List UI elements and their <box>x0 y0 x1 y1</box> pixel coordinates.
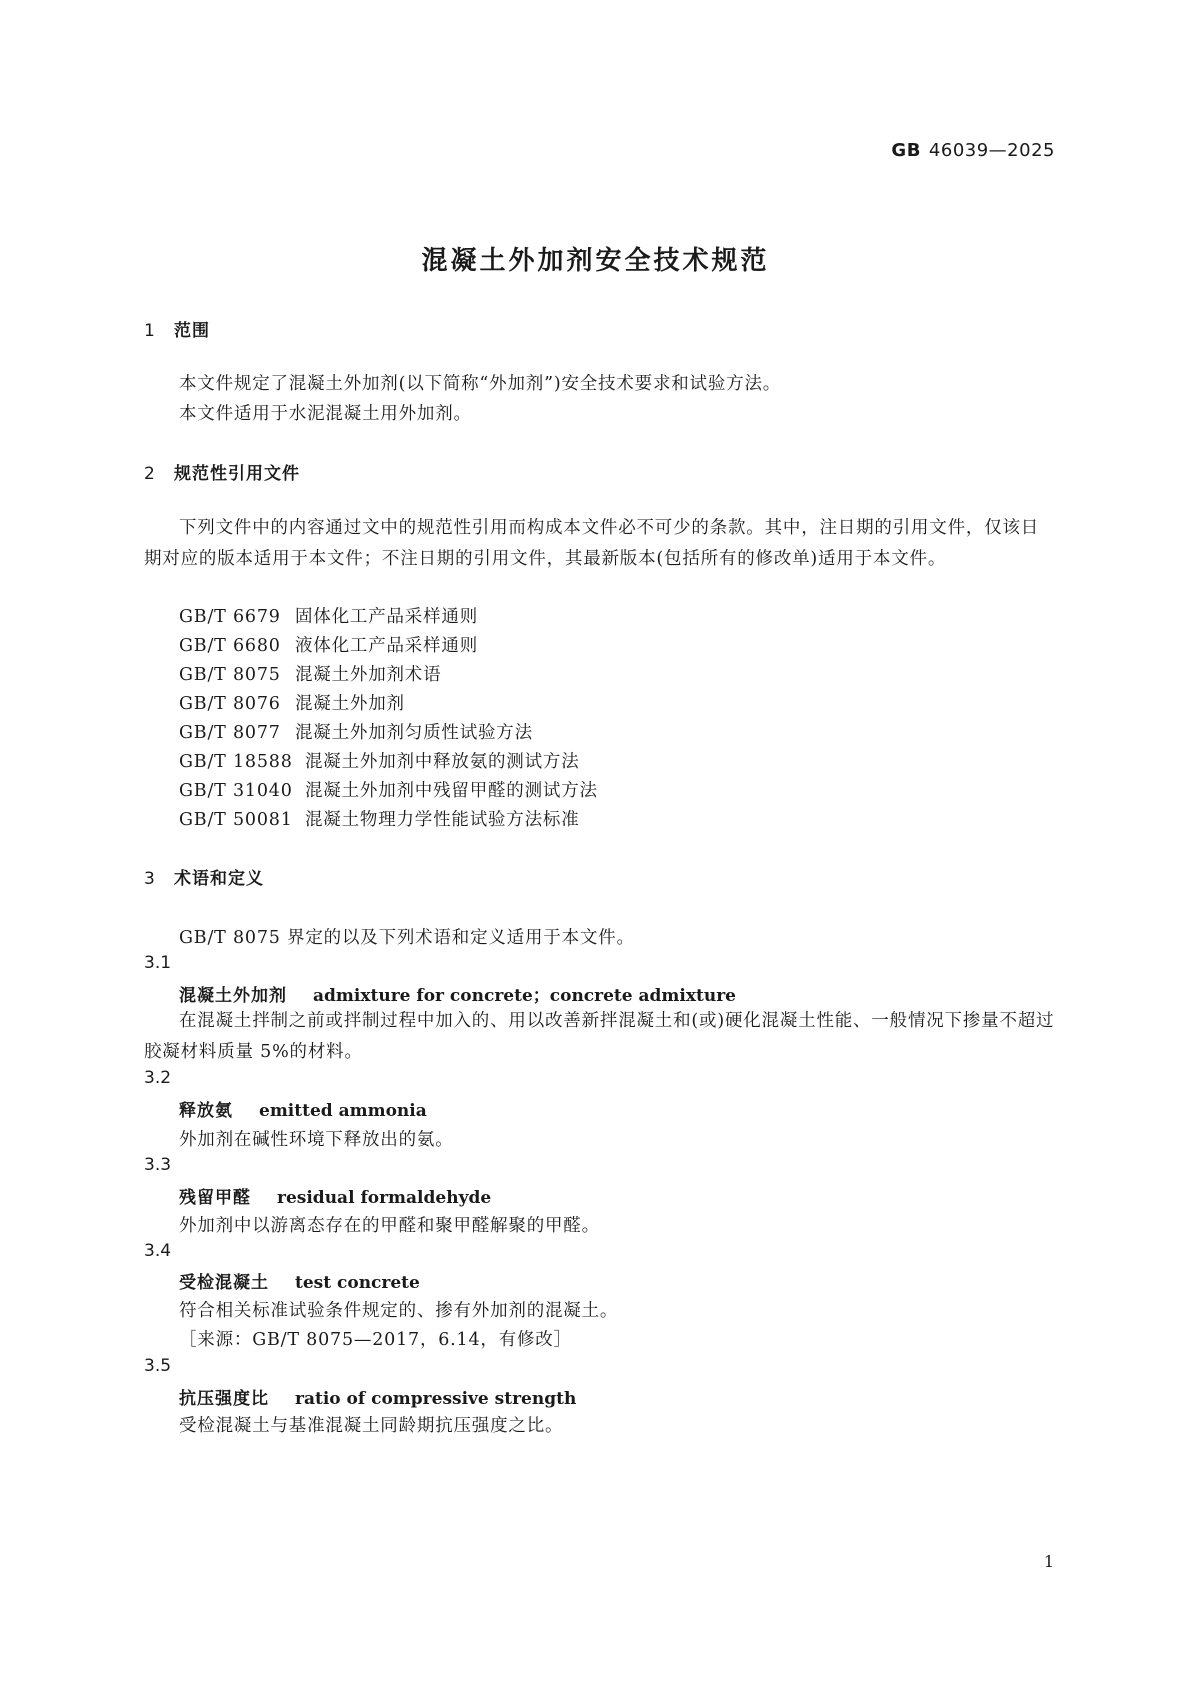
reference-code: GB/T 31040 <box>179 781 293 801</box>
reference-code: GB/T 6679 <box>179 607 281 627</box>
reference-code: GB/T 18588 <box>179 752 293 772</box>
term-entry <box>179 1183 491 1208</box>
term-number: 3.1 <box>144 953 172 973</box>
standard-code <box>891 140 1055 161</box>
reference-item <box>179 806 580 831</box>
reference-title: 液体化工产品采样通则 <box>295 636 478 656</box>
term-zh: 残留甲醛 <box>179 1188 251 1208</box>
term-entry <box>179 1268 420 1293</box>
term-zh: 混凝土外加剂 <box>179 986 287 1006</box>
term-number: 3.2 <box>144 1068 172 1088</box>
term-definition: 受检混凝土与基准混凝土同龄期抗压强度之比。 <box>179 1416 564 1436</box>
reference-title: 混凝土外加剂中残留甲醛的测试方法 <box>305 781 598 801</box>
standard-number: 46039—2025 <box>928 140 1055 161</box>
reference-code: GB/T 8075 <box>179 665 281 685</box>
reference-code: GB/T 50081 <box>179 810 293 830</box>
term-en: admixture for concrete；concrete admixture <box>313 986 736 1006</box>
reference-title: 混凝土外加剂中释放氨的测试方法 <box>305 752 580 772</box>
reference-title: 混凝土外加剂术语 <box>295 665 442 685</box>
section-title: 范围 <box>174 321 210 341</box>
term-definition: 外加剂在碱性环境下释放出的氨。 <box>179 1130 454 1150</box>
term-en: emitted ammonia <box>259 1101 427 1121</box>
term-en: residual formaldehyde <box>277 1188 492 1208</box>
reference-title: 混凝土外加剂 <box>295 694 405 714</box>
section-number: 1 <box>144 321 156 341</box>
term-number: 3.3 <box>144 1155 172 1175</box>
reference-item <box>179 661 441 686</box>
section-3-heading <box>144 864 264 889</box>
term-zh: 抗压强度比 <box>179 1389 269 1409</box>
term-entry <box>179 1384 576 1409</box>
term-definition: 外加剂中以游离态存在的甲醛和聚甲醛解聚的甲醛。 <box>179 1216 600 1236</box>
reference-code: GB/T 6680 <box>179 636 281 656</box>
term-number: 3.5 <box>144 1356 172 1376</box>
section-number: 3 <box>144 869 156 889</box>
document-title: 混凝土外加剂安全技术规范 <box>421 246 770 276</box>
section-2-intro: 下列文件中的内容通过文中的规范性引用而构成本文件必不可少的条款。其中，注日期的引用文件，仅该日期对应的版本适用于本文件；不注日期的引用文件，其最新版本(包括所有的修改单)适用于本文件。 <box>144 518 1040 569</box>
standard-prefix: GB <box>891 140 921 161</box>
term-number: 3.4 <box>144 1241 172 1261</box>
paragraph: 本文件适用于水泥混凝土用外加剂。 <box>179 404 472 424</box>
term-en: test concrete <box>295 1273 420 1293</box>
term-zh: 受检混凝土 <box>179 1273 269 1293</box>
reference-item <box>179 777 598 802</box>
section-2-heading <box>144 459 300 484</box>
section-3-intro: GB/T 8075 界定的以及下列术语和定义适用于本文件。 <box>179 928 635 948</box>
reference-item <box>179 632 478 657</box>
section-title: 术语和定义 <box>174 869 264 889</box>
term-source: ［来源：GB/T 8075—2017，6.14，有修改］ <box>179 1330 572 1350</box>
reference-title: 混凝土外加剂匀质性试验方法 <box>295 723 533 743</box>
term-definition: 符合相关标准试验条件规定的、掺有外加剂的混凝土。 <box>179 1301 619 1321</box>
term-entry <box>179 1096 427 1121</box>
reference-item <box>179 748 580 773</box>
term-entry <box>179 981 736 1006</box>
reference-code: GB/T 8076 <box>179 694 281 714</box>
term-definition: 在混凝土拌制之前或拌制过程中加入的、用以改善新拌混凝土和(或)硬化混凝土性能、一般情况下掺量不超过胶凝材料质量 5%的材料。 <box>144 1011 1055 1062</box>
reference-code: GB/T 8077 <box>179 723 281 743</box>
reference-item <box>179 603 478 628</box>
term-zh: 释放氨 <box>179 1101 233 1121</box>
section-1-heading <box>144 316 210 341</box>
term-en: ratio of compressive strength <box>295 1389 577 1409</box>
page-number: 1 <box>1043 1552 1054 1571</box>
reference-item <box>179 719 533 744</box>
reference-title: 混凝土物理力学性能试验方法标准 <box>305 810 580 830</box>
paragraph: 本文件规定了混凝土外加剂(以下简称“外加剂”)安全技术要求和试验方法。 <box>179 374 782 394</box>
section-number: 2 <box>144 464 156 484</box>
reference-item <box>179 690 405 715</box>
reference-title: 固体化工产品采样通则 <box>295 607 478 627</box>
section-title: 规范性引用文件 <box>174 464 300 484</box>
